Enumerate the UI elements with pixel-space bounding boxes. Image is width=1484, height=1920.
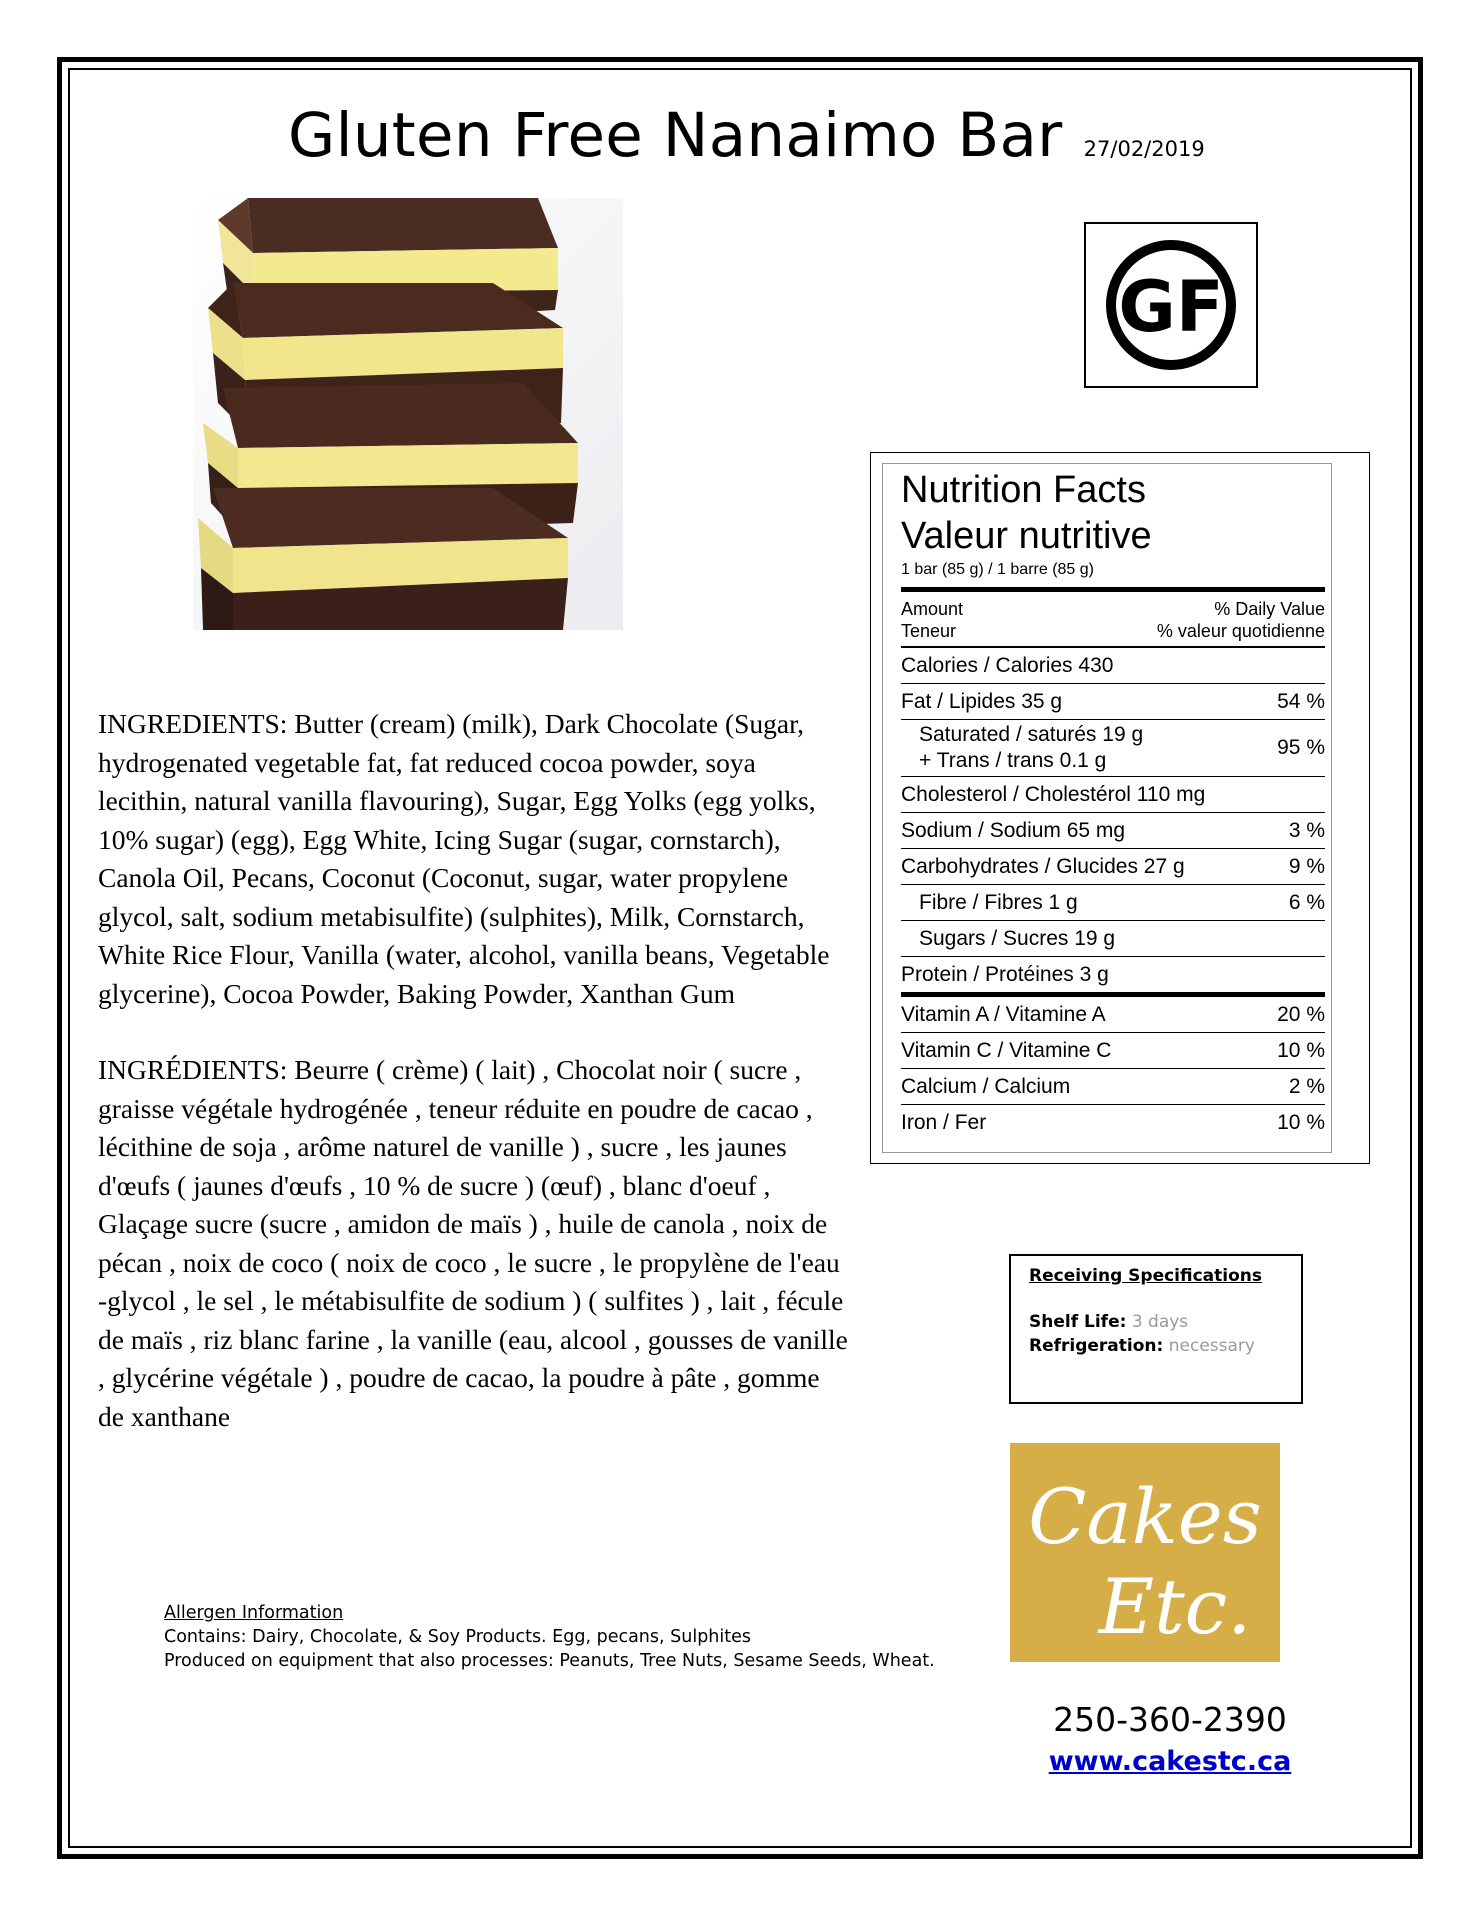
protein-row: Protein / Protéines 3 g bbox=[901, 956, 1325, 992]
nutrition-title-en: Nutrition Facts bbox=[901, 469, 1146, 511]
gf-logo-text: GF bbox=[1118, 266, 1224, 348]
ingredients-en: INGREDIENTS: Butter (cream) (milk), Dark Chocolate (Sugar, hydrogenated vegetable fat, fat reduced cocoa powder, soya lecithin, natural vanilla flavouring), Sugar, Egg Yolks (egg yolks, 10% sugar) (egg), Egg White, Icing Sugar (sugar, cornstarch), Canola Oil, Pecans, Coconut (Coconut, sugar, water propylene glycol, salt, sodium metabisulfite) (sulphites), Milk, Cornstarch, White Rice Flour, Vanilla (water, alcohol, vanilla beans, Vegetable glycerine), Cocoa Powder, Baking Powder, Xanthan Gum bbox=[98, 708, 830, 1009]
receiving-heading: Receiving Specifications bbox=[1029, 1266, 1263, 1286]
amount-label-en: Amount bbox=[901, 599, 964, 619]
logo-text-line1: Cakes bbox=[1028, 1472, 1262, 1561]
saturated-row: Saturated / saturés 19 g + Trans / trans 0.1 g 95 % bbox=[901, 719, 1325, 776]
calcium-row: Calcium / Calcium 2 % bbox=[901, 1068, 1325, 1104]
cholesterol-row: Cholesterol / Cholestérol 110 mg bbox=[901, 776, 1325, 812]
receiving-specifications bbox=[1009, 1254, 1303, 1404]
vitamin-a-row: Vitamin A / Vitamine A 20 % bbox=[901, 1002, 1325, 1026]
daily-value-label-fr: % valeur quotidienne bbox=[1156, 621, 1325, 641]
gluten-free-logo bbox=[1084, 222, 1258, 388]
shelf-life: Shelf Life: 3 days bbox=[1029, 1312, 1189, 1332]
nutrition-facts-table bbox=[882, 463, 1332, 1153]
refrigeration: Refrigeration: necessary bbox=[1029, 1336, 1255, 1356]
website-link[interactable]: www.cakestc.ca bbox=[1048, 1746, 1292, 1777]
nutrition-title-fr: Valeur nutritive bbox=[901, 515, 1152, 557]
ingredients-fr: INGRÉDIENTS: Beurre ( crème) ( lait) , Chocolat noir ( sucre , graisse végétale hydrogénée , teneur réduite en poudre de cacao , lécithine de soja , arôme naturel de vanille ) , sucre , les jaunes d'œufs ( jaunes d'œufs , 10 % de sucre ) (œuf) , blanc d'oeuf , Glaçage sucre (sucre , amidon de maïs ) , huile de canola , noix de pécan , noix de coco ( noix de coco , le sucre , le propylène de l'eau -glycol , le sel , le métabisulfite de sodium ) ( sulfites ) , lait , fécule de maïs , riz blanc farine , la vanille (eau, alcool , gousses de vanille , glycérine végétale ) , poudre de cacao, la poudre à pâte , gomme de xanthane bbox=[98, 1054, 848, 1432]
allergen-contains: Contains: Dairy, Chocolate, & Soy Products. Egg, pecans, Sulphites bbox=[164, 1627, 752, 1647]
fat-row: Fat / Lipides 35 g 54 % bbox=[901, 683, 1325, 719]
calories-row: Calories / Calories 430 bbox=[901, 646, 1325, 683]
carbohydrates-row: Carbohydrates / Glucides 27 g 9 % bbox=[901, 848, 1325, 884]
nutrition-header bbox=[901, 592, 1325, 646]
fibre-row: Fibre / Fibres 1 g 6 % bbox=[901, 884, 1325, 920]
logo-text-line2: Etc. bbox=[1098, 1562, 1252, 1651]
serving-size: 1 bar (85 g) / 1 barre (85 g) bbox=[901, 561, 1094, 578]
product-photo bbox=[193, 198, 623, 630]
cakes-etc-logo bbox=[1010, 1443, 1280, 1662]
amount-label-fr: Teneur bbox=[901, 621, 957, 641]
allergen-heading: Allergen Information bbox=[164, 1603, 344, 1623]
phone-number: 250-360-2390 bbox=[1053, 1700, 1287, 1739]
title-row bbox=[288, 100, 1238, 180]
sugars-row: Sugars / Sucres 19 g bbox=[901, 920, 1325, 956]
daily-value-label-en: % Daily Value bbox=[1214, 599, 1325, 619]
vitamin-c-row: Vitamin C / Vitamine C 10 % bbox=[901, 1032, 1325, 1068]
date: 27/02/2019 bbox=[1083, 137, 1205, 161]
sodium-row: Sodium / Sodium 65 mg 3 % bbox=[901, 812, 1325, 848]
page-title: Gluten Free Nanaimo Bar bbox=[288, 100, 1063, 171]
ingredients-section bbox=[98, 705, 848, 1474]
allergen-produced: Produced on equipment that also processes: Peanuts, Tree Nuts, Sesame Seeds, Wheat. bbox=[164, 1651, 935, 1671]
allergen-information bbox=[164, 1601, 954, 1673]
iron-row: Iron / Fer 10 % bbox=[901, 1104, 1325, 1140]
